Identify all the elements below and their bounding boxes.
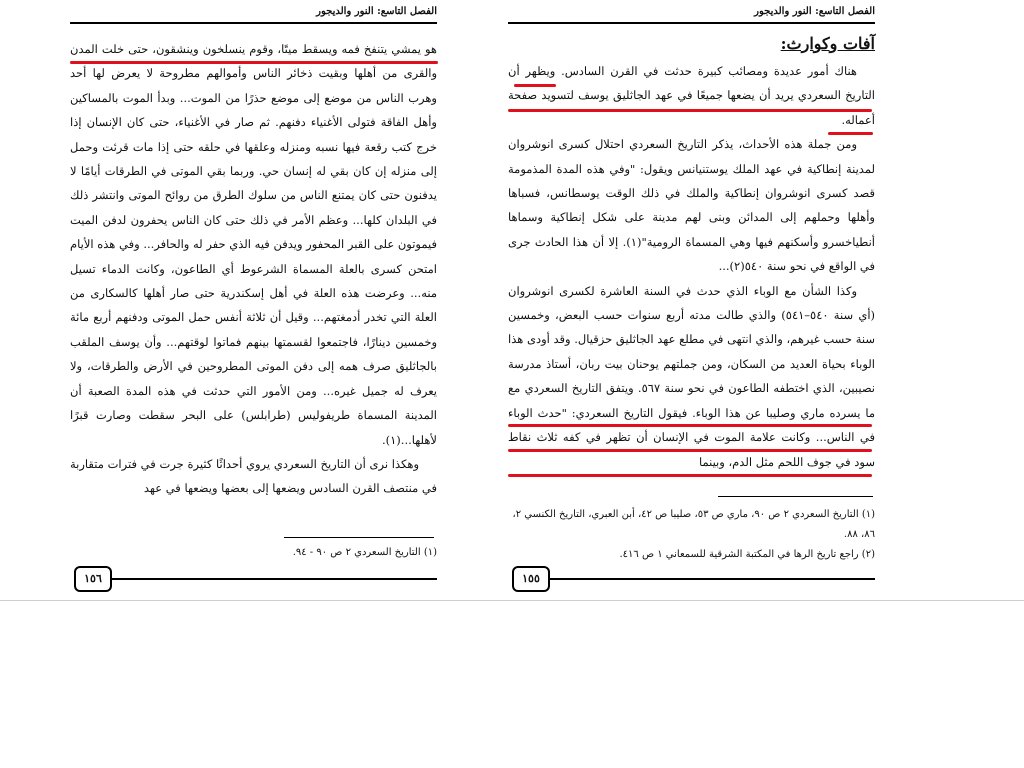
- red-underline-mark: [508, 109, 872, 112]
- right-paragraph: وكذا الشأن مع الوباء الذي حدث في السنة العاشرة لكسرى انوشروان (أي سنة ٥٤٠–٥٤١) والذي طالت مدته أربع سنوات حسب البعض، وخمسين سنة حسب غيرهم، والذي انتهى في مطلع عهد الجاثليق حزقيال. وقد أودى هذا الوباء بحياة العديد من السكان، ومن جملتهم يوحنان بيت ربان، أستاذ مدرسة نصيبين، الذي اختطفه الطاعون في نحو سنة ٥٦٧. ويتفق التاريخ السعردي مع ما يسرده ماري وصليبا عن هذا الوباء. فيقول التاريخ السعردي: "حدث الوباء في الناس... وكانت علامة الموت في الإنسان أن تظهر في كفه ثلاث نقاط سود في جوف اللحم مثل الدم، وبينما: [508, 283, 875, 469]
- right-footnotes: [508, 505, 875, 565]
- right-body-text: [508, 59, 875, 474]
- left-paragraph: هو يمشي يتنفخ فمه ويسقط ميتًا، وقوم ينسلخون وينشقون، حتى خلت المدن والقرى من أهلها وبقيت ذخائر الناس وأموالهم مطروحة لا يعرض لها أحد وهرب الناس من موضع إلى موضع حذرًا من الموت... وبدأ الموت بالمساكين وأهل الفاقة فتولى الأغنياء دفنهم. ثم صار في الأغنياء، حتى كان الإنسان إذا خرج كتب رقعة فيها نسبه ومنزله وعلقها في حلقه حتى إذا مات قرئت وحمل إلى منزله إن كان بقي له إنسان حي. وربما بقي الموتى في الطرقات أيامًا لا يدفنون حتى كان يمتنع الناس من سلوك الطرق من روائح الموتى وانتشر ذلك في البلدان كلها... وعظم الأمر في ذلك حتى كان الناس يحفرون لدفن الميت فيموتون على القبر المحفور ويدفن فيه الذي حفر له والحافر... وفي هذه الأيام امتحن كسرى بالعلة المسماة الشرعوط أي الطاعون، وكانت الدماء تسيل منه... وعرضت هذه العلة في أهل إسكندرية حتى صار أهلها كالسكارى من العلة التي تخدر أدمغتهم... وقيل أن ثلاثة أنفس حمل الموتى ودفنهم أربع مائة وخمسين دينارًا، فاجتمعوا لقسمتها بينهم فماتوا لوقتهم... وأن يوسف الملقب بالجاثليق صرف همه إلى دفن الموتى المطروحين في الأرض والطرقات، ولا يعرف له جميل غيره... ومن الأمور التي حدثت في هذه المدة الصعبة أن المدينة المسماة طريفوليس (طرابلس) على البحر سقطت وصارت قبرًا لأهلها...(١).: [70, 42, 437, 447]
- left-footnotes: [70, 543, 437, 563]
- right-header-rule: [508, 22, 875, 24]
- right-page-number: ١٥٥: [512, 566, 550, 592]
- right-page: [500, 0, 885, 600]
- left-footnote-rule: [284, 537, 434, 538]
- left-paragraph: وهكذا نرى أن التاريخ السعردي يروي أحداثًا كثيرة جرت في فترات متقاربة في منتصف القرن السادس ويضعها إلى بعضها ويضعها في عهد: [70, 456, 437, 496]
- red-underline-mark: [508, 449, 872, 452]
- footnote: (١) التاريخ السعردي ٢ ص ٩٠، ماري ص ٥٣، صليبا ص ٤٢، أبن العبري، التاريخ الكنسي ٢، ٨٦، ٨٨.: [512, 509, 875, 540]
- red-underline-mark: [70, 61, 438, 64]
- red-underline-mark: [508, 474, 872, 477]
- right-paragraph: ومن جملة هذه الأحداث، يذكر التاريخ السعردي احتلال كسرى انوشروان لمدينة إنطاكية في عهد الملك يوستنيانس ويقول: "وفي هذه المدة المذمومة قصد كسرى انوشروان إنطاكية والملك في ذلك الوقت يوسطانس، فسباها وأهلها وحملهم إلى المدائن وبنى لهم مدينة على شكل إنطاكية وسماها أنطياخسرو وأسكنهم فيها وهي المسماة الرومية"(١). إلا أن هذا الحادث جرى في الواقع في نحو سنة ٥٤٠(٢)...: [508, 137, 876, 274]
- footnote: (٢) راجع تاريخ الرها في المكتبة الشرقية للسمعاني ١ ص ٤١٦.: [619, 549, 875, 560]
- viewer-edge: [0, 600, 1024, 601]
- red-underline-mark: [508, 424, 872, 427]
- red-underline-mark: [514, 84, 556, 87]
- right-footer-rule: [548, 578, 875, 580]
- left-page: [62, 0, 447, 600]
- section-title: آفات وكوارث:: [780, 34, 875, 53]
- left-footer-rule: [110, 578, 437, 580]
- left-header-rule: [70, 22, 437, 24]
- red-underline-mark: [828, 132, 873, 135]
- left-running-head: الفصل التاسع: النور والديجور: [316, 6, 437, 17]
- left-page-number: ١٥٦: [74, 566, 112, 592]
- footnote: (١) التاريخ السعردي ٢ ص ٩٠ - ٩٤.: [292, 547, 437, 558]
- left-body-text: [70, 37, 437, 501]
- right-running-head: الفصل التاسع: النور والديجور: [754, 6, 875, 17]
- right-paragraph: هناك أمور عديدة ومصائب كبيرة حدثت في القرن السادس. ويظهر أن التاريخ السعردي يريد أن يضعها جميعًا في عهد الجاثليق يوسف لتسويد صفحة أعماله.: [508, 64, 875, 127]
- right-footnote-rule: [718, 496, 873, 497]
